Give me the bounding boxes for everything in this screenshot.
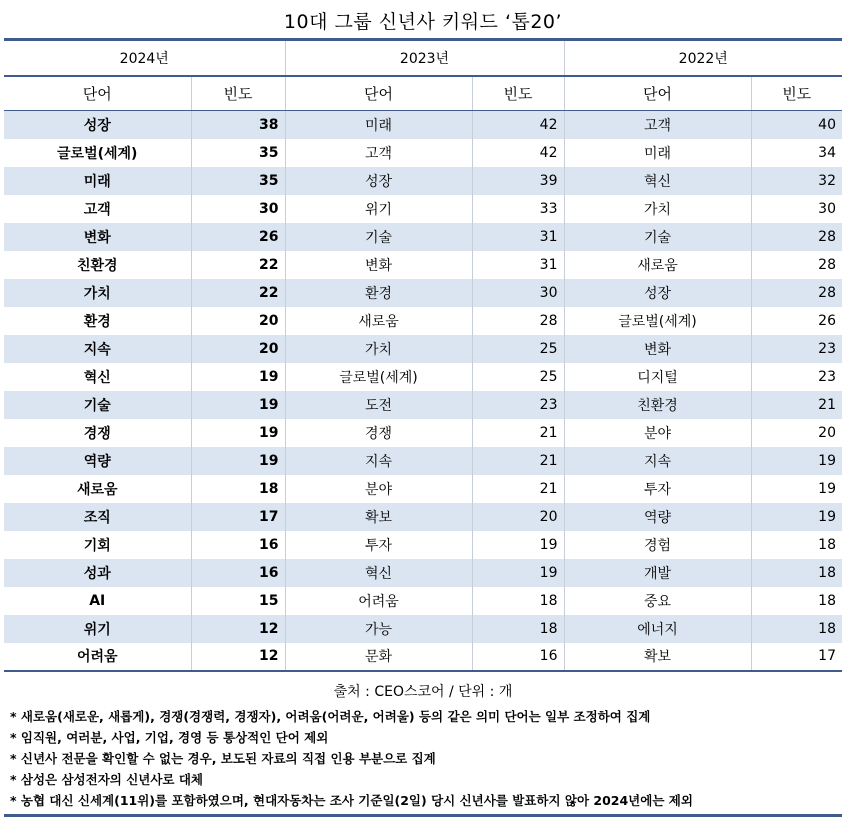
frequency-cell: 25: [472, 335, 564, 363]
word-cell: 확보: [564, 643, 751, 671]
word-cell: 변화: [285, 251, 472, 279]
frequency-cell: 23: [472, 391, 564, 419]
frequency-cell: 22: [191, 251, 285, 279]
column-header-frequency: 빈도: [191, 76, 285, 111]
table-row: [4, 139, 842, 167]
footnotes: [10, 706, 840, 811]
frequency-cell: 20: [472, 503, 564, 531]
word-cell: 어려움: [4, 643, 191, 671]
frequency-cell: 17: [191, 503, 285, 531]
word-cell: 가치: [564, 195, 751, 223]
frequency-cell: 28: [751, 279, 842, 307]
word-cell: 역량: [564, 503, 751, 531]
table-row: [4, 419, 842, 447]
table-row: [4, 335, 842, 363]
word-cell: 친환경: [564, 391, 751, 419]
frequency-cell: 28: [751, 251, 842, 279]
frequency-cell: 19: [751, 475, 842, 503]
frequency-cell: 18: [191, 475, 285, 503]
frequency-cell: 20: [751, 419, 842, 447]
frequency-cell: 33: [472, 195, 564, 223]
table-row: [4, 279, 842, 307]
frequency-cell: 21: [472, 475, 564, 503]
word-cell: 기술: [285, 223, 472, 251]
table-row: [4, 559, 842, 587]
frequency-cell: 12: [191, 643, 285, 671]
table-row: [4, 111, 842, 139]
frequency-cell: 19: [472, 531, 564, 559]
word-cell: 환경: [285, 279, 472, 307]
word-cell: 고객: [4, 195, 191, 223]
column-header-frequency: 빈도: [472, 76, 564, 111]
frequency-cell: 16: [191, 531, 285, 559]
frequency-cell: 30: [751, 195, 842, 223]
frequency-cell: 21: [751, 391, 842, 419]
word-cell: 기술: [4, 391, 191, 419]
frequency-cell: 15: [191, 587, 285, 615]
table-row: [4, 223, 842, 251]
frequency-cell: 16: [191, 559, 285, 587]
frequency-cell: 21: [472, 419, 564, 447]
frequency-cell: 42: [472, 139, 564, 167]
frequency-cell: 19: [472, 559, 564, 587]
frequency-cell: 17: [751, 643, 842, 671]
frequency-cell: 19: [751, 447, 842, 475]
table-row: [4, 475, 842, 503]
word-cell: 가능: [285, 615, 472, 643]
word-cell: 문화: [285, 643, 472, 671]
frequency-cell: 31: [472, 251, 564, 279]
frequency-cell: 23: [751, 335, 842, 363]
frequency-cell: 30: [191, 195, 285, 223]
frequency-cell: 28: [751, 223, 842, 251]
footnote: * 임직원, 여러분, 사업, 기업, 경영 등 통상적인 단어 제외: [10, 730, 329, 745]
word-cell: 성장: [285, 167, 472, 195]
column-header-word: 단어: [564, 76, 751, 111]
frequency-cell: 26: [751, 307, 842, 335]
word-cell: 가치: [285, 335, 472, 363]
word-cell: 역량: [4, 447, 191, 475]
word-cell: 확보: [285, 503, 472, 531]
word-cell: 기회: [4, 531, 191, 559]
word-cell: 위기: [4, 615, 191, 643]
word-cell: 투자: [564, 475, 751, 503]
table-row: [4, 307, 842, 335]
table-row: [4, 503, 842, 531]
frequency-cell: 31: [472, 223, 564, 251]
table-row: [4, 643, 842, 671]
word-cell: 혁신: [285, 559, 472, 587]
word-cell: 성장: [4, 111, 191, 139]
word-cell: 친환경: [4, 251, 191, 279]
frequency-cell: 20: [191, 307, 285, 335]
word-cell: 새로움: [564, 251, 751, 279]
frequency-cell: 35: [191, 167, 285, 195]
frequency-cell: 22: [191, 279, 285, 307]
frequency-cell: 18: [751, 615, 842, 643]
frequency-cell: 18: [751, 559, 842, 587]
footnote: * 새로움(새로운, 새롭게), 경쟁(경쟁력, 경쟁자), 어려움(어려운, 어려울) 등의 같은 의미 단어는 일부 조정하여 집계: [10, 709, 651, 724]
frequency-cell: 34: [751, 139, 842, 167]
table-row: [4, 587, 842, 615]
footnote: * 농협 대신 신세계(11위)를 포함하였으며, 현대자동차는 조사 기준일(2일) 당시 신년사를 발표하지 않아 2024년에는 제외: [10, 793, 693, 808]
keyword-table: [4, 38, 842, 672]
frequency-cell: 19: [191, 363, 285, 391]
frequency-cell: 19: [191, 447, 285, 475]
word-cell: 분야: [564, 419, 751, 447]
word-cell: 개발: [564, 559, 751, 587]
word-cell: 고객: [285, 139, 472, 167]
word-cell: 가치: [4, 279, 191, 307]
word-cell: 경쟁: [4, 419, 191, 447]
frequency-cell: 30: [472, 279, 564, 307]
frequency-cell: 32: [751, 167, 842, 195]
table-row: [4, 251, 842, 279]
table-row: [4, 531, 842, 559]
frequency-cell: 19: [191, 419, 285, 447]
table-row: [4, 447, 842, 475]
frequency-cell: 25: [472, 363, 564, 391]
page-title: 10대 그룹 신년사 키워드 ‘톱20’: [283, 10, 563, 33]
column-header-frequency: 빈도: [751, 76, 842, 111]
table-row: [4, 391, 842, 419]
frequency-cell: 23: [751, 363, 842, 391]
table-row: [4, 363, 842, 391]
frequency-cell: 18: [472, 587, 564, 615]
word-cell: 지속: [285, 447, 472, 475]
word-cell: 중요: [564, 587, 751, 615]
word-cell: 새로움: [285, 307, 472, 335]
table-row: [4, 167, 842, 195]
word-cell: 위기: [285, 195, 472, 223]
footnote: * 삼성은 삼성전자의 신년사로 대체: [10, 772, 203, 787]
year-header-2023: 2023년: [285, 40, 564, 76]
table-row: [4, 615, 842, 643]
word-cell: 미래: [564, 139, 751, 167]
word-cell: 분야: [285, 475, 472, 503]
word-cell: 지속: [564, 447, 751, 475]
bottom-divider: [4, 814, 842, 817]
frequency-cell: 18: [751, 587, 842, 615]
frequency-cell: 12: [191, 615, 285, 643]
frequency-cell: 39: [472, 167, 564, 195]
word-cell: 기술: [564, 223, 751, 251]
year-header-2024: 2024년: [4, 40, 285, 76]
word-cell: 글로벌(세계): [4, 139, 191, 167]
frequency-cell: 20: [191, 335, 285, 363]
word-cell: 변화: [564, 335, 751, 363]
word-cell: 변화: [4, 223, 191, 251]
column-header-word: 단어: [285, 76, 472, 111]
keyword-table-body: [4, 111, 842, 671]
column-header-word: 단어: [4, 76, 191, 111]
frequency-cell: 19: [751, 503, 842, 531]
word-cell: 디지털: [564, 363, 751, 391]
year-header-row: [4, 40, 842, 76]
word-cell: 경험: [564, 531, 751, 559]
word-cell: 혁신: [564, 167, 751, 195]
word-cell: 경쟁: [285, 419, 472, 447]
word-cell: 도전: [285, 391, 472, 419]
word-cell: 혁신: [4, 363, 191, 391]
word-cell: 글로벌(세계): [564, 307, 751, 335]
word-cell: 미래: [4, 167, 191, 195]
frequency-cell: 28: [472, 307, 564, 335]
word-cell: 미래: [285, 111, 472, 139]
footnote: * 신년사 전문을 확인할 수 없는 경우, 보도된 자료의 직접 인용 부분으로 집계: [10, 751, 436, 766]
word-cell: 어려움: [285, 587, 472, 615]
frequency-cell: 42: [472, 111, 564, 139]
year-header-2022: 2022년: [564, 40, 842, 76]
table-row: [4, 195, 842, 223]
frequency-cell: 21: [472, 447, 564, 475]
frequency-cell: 26: [191, 223, 285, 251]
word-cell: 투자: [285, 531, 472, 559]
source-note: 출처 : CEO스코어 / 단위 : 개: [333, 684, 513, 700]
word-cell: 고객: [564, 111, 751, 139]
word-cell: 성과: [4, 559, 191, 587]
word-cell: 조직: [4, 503, 191, 531]
frequency-cell: 16: [472, 643, 564, 671]
word-cell: 새로움: [4, 475, 191, 503]
word-cell: 에너지: [564, 615, 751, 643]
word-cell: 글로벌(세계): [285, 363, 472, 391]
word-cell: AI: [4, 587, 191, 615]
word-cell: 지속: [4, 335, 191, 363]
word-cell: 환경: [4, 307, 191, 335]
frequency-cell: 35: [191, 139, 285, 167]
frequency-cell: 38: [191, 111, 285, 139]
frequency-cell: 18: [751, 531, 842, 559]
frequency-cell: 19: [191, 391, 285, 419]
word-cell: 성장: [564, 279, 751, 307]
column-header-row: [4, 76, 842, 111]
frequency-cell: 40: [751, 111, 842, 139]
frequency-cell: 18: [472, 615, 564, 643]
